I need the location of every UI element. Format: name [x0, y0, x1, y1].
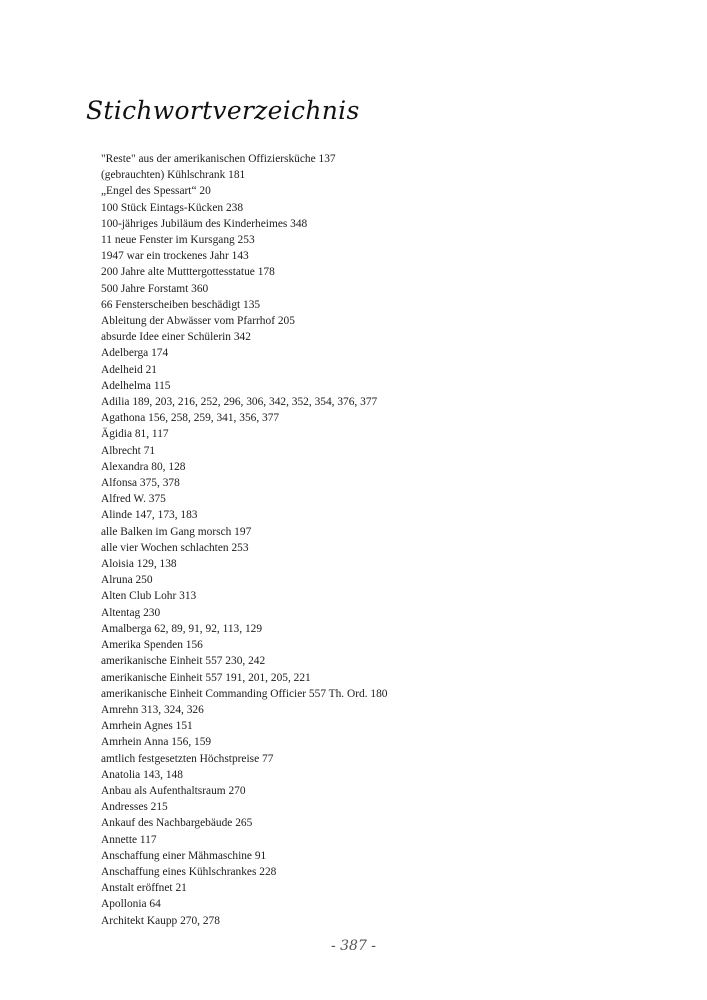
index-entry: Anatolia 143, 148: [101, 768, 183, 781]
index-entry: amerikanische Einheit Commanding Officier 557 Th. Ord. 180: [101, 687, 388, 700]
index-entry: Anstalt eröffnet 21: [101, 882, 187, 895]
index-heading: Stichwortverzeichnis: [86, 96, 360, 125]
index-entry: Apollonia 64: [101, 898, 161, 911]
index-entry: Alfonsa 375, 378: [101, 477, 180, 490]
index-entry: Adelhelma 115: [101, 379, 171, 392]
index-entry: Anbau als Aufenthaltsraum 270: [101, 784, 246, 797]
index-entry: alle Balken im Gang morsch 197: [101, 525, 252, 538]
index-entry: amtlich festgesetzten Höchstpreise 77: [101, 752, 274, 765]
index-entry: Adilia 189, 203, 216, 252, 296, 306, 342, 352, 354, 376, 377: [101, 396, 378, 409]
index-entry: „Engel des Spessart“ 20: [101, 185, 211, 198]
index-entry: (gebrauchten) Kühlschrank 181: [101, 169, 246, 182]
index-entry: 100-jähriges Jubiläum des Kinderheimes 348: [101, 217, 308, 230]
index-entry: Ankauf des Nachbargebäude 265: [101, 817, 253, 830]
index-entry: Albrecht 71: [101, 444, 156, 457]
index-entry: Architekt Kaupp 270, 278: [101, 914, 220, 927]
index-entry: Alten Club Lohr 313: [101, 590, 197, 603]
index-entry: absurde Idee einer Schülerin 342: [101, 331, 251, 344]
index-entry: amerikanische Einheit 557 191, 201, 205, 221: [101, 671, 311, 684]
index-entry: Adelberga 174: [101, 347, 169, 360]
index-entry: Anschaffung eines Kühlschrankes 228: [101, 865, 277, 878]
index-entry: 11 neue Fenster im Kursgang 253: [101, 234, 255, 247]
page-number: - 387 -: [330, 938, 377, 954]
index-entry: Alfred W. 375: [101, 493, 166, 506]
index-entry: Ägidia 81, 117: [101, 428, 169, 441]
index-entry: Alexandra 80, 128: [101, 460, 186, 473]
index-entry: Amrhein Anna 156, 159: [101, 736, 212, 749]
index-entry: Alinde 147, 173, 183: [101, 509, 198, 522]
index-entry: Anschaffung einer Mähmaschine 91: [101, 849, 267, 862]
index-entry: 66 Fensterscheiben beschädigt 135: [101, 298, 261, 311]
index-entry: Alruna 250: [101, 574, 153, 587]
index-entry: Ableitung der Abwässer vom Pfarrhof 205: [101, 315, 295, 328]
index-entry: Amrhein Agnes 151: [101, 720, 193, 733]
index-entry: 500 Jahre Forstamt 360: [101, 282, 209, 295]
index-entry-list: [101, 151, 388, 929]
index-entry: "Reste" aus der amerikanischen Offiziersküche 137: [101, 153, 336, 165]
index-entry: 200 Jahre alte Mutttergottesstatue 178: [101, 266, 275, 279]
index-entry: Amalberga 62, 89, 91, 92, 113, 129: [101, 622, 263, 635]
index-entry: 100 Stück Eintags-Kücken 238: [101, 201, 244, 214]
index-entry: Annette 117: [101, 833, 157, 846]
index-entry: Amrehn 313, 324, 326: [101, 703, 204, 716]
index-entry: amerikanische Einheit 557 230, 242: [101, 655, 266, 668]
index-entry: Amerika Spenden 156: [101, 639, 203, 652]
index-entry: Agathona 156, 258, 259, 341, 356, 377: [101, 412, 280, 425]
index-entry: Altentag 230: [101, 606, 161, 619]
index-entry: Adelheid 21: [101, 363, 157, 376]
index-entry: 1947 war ein trockenes Jahr 143: [101, 250, 249, 263]
index-entry: alle vier Wochen schlachten 253: [101, 541, 249, 554]
index-entry: Aloisia 129, 138: [101, 558, 177, 571]
index-entry: Andresses 215: [101, 801, 168, 814]
